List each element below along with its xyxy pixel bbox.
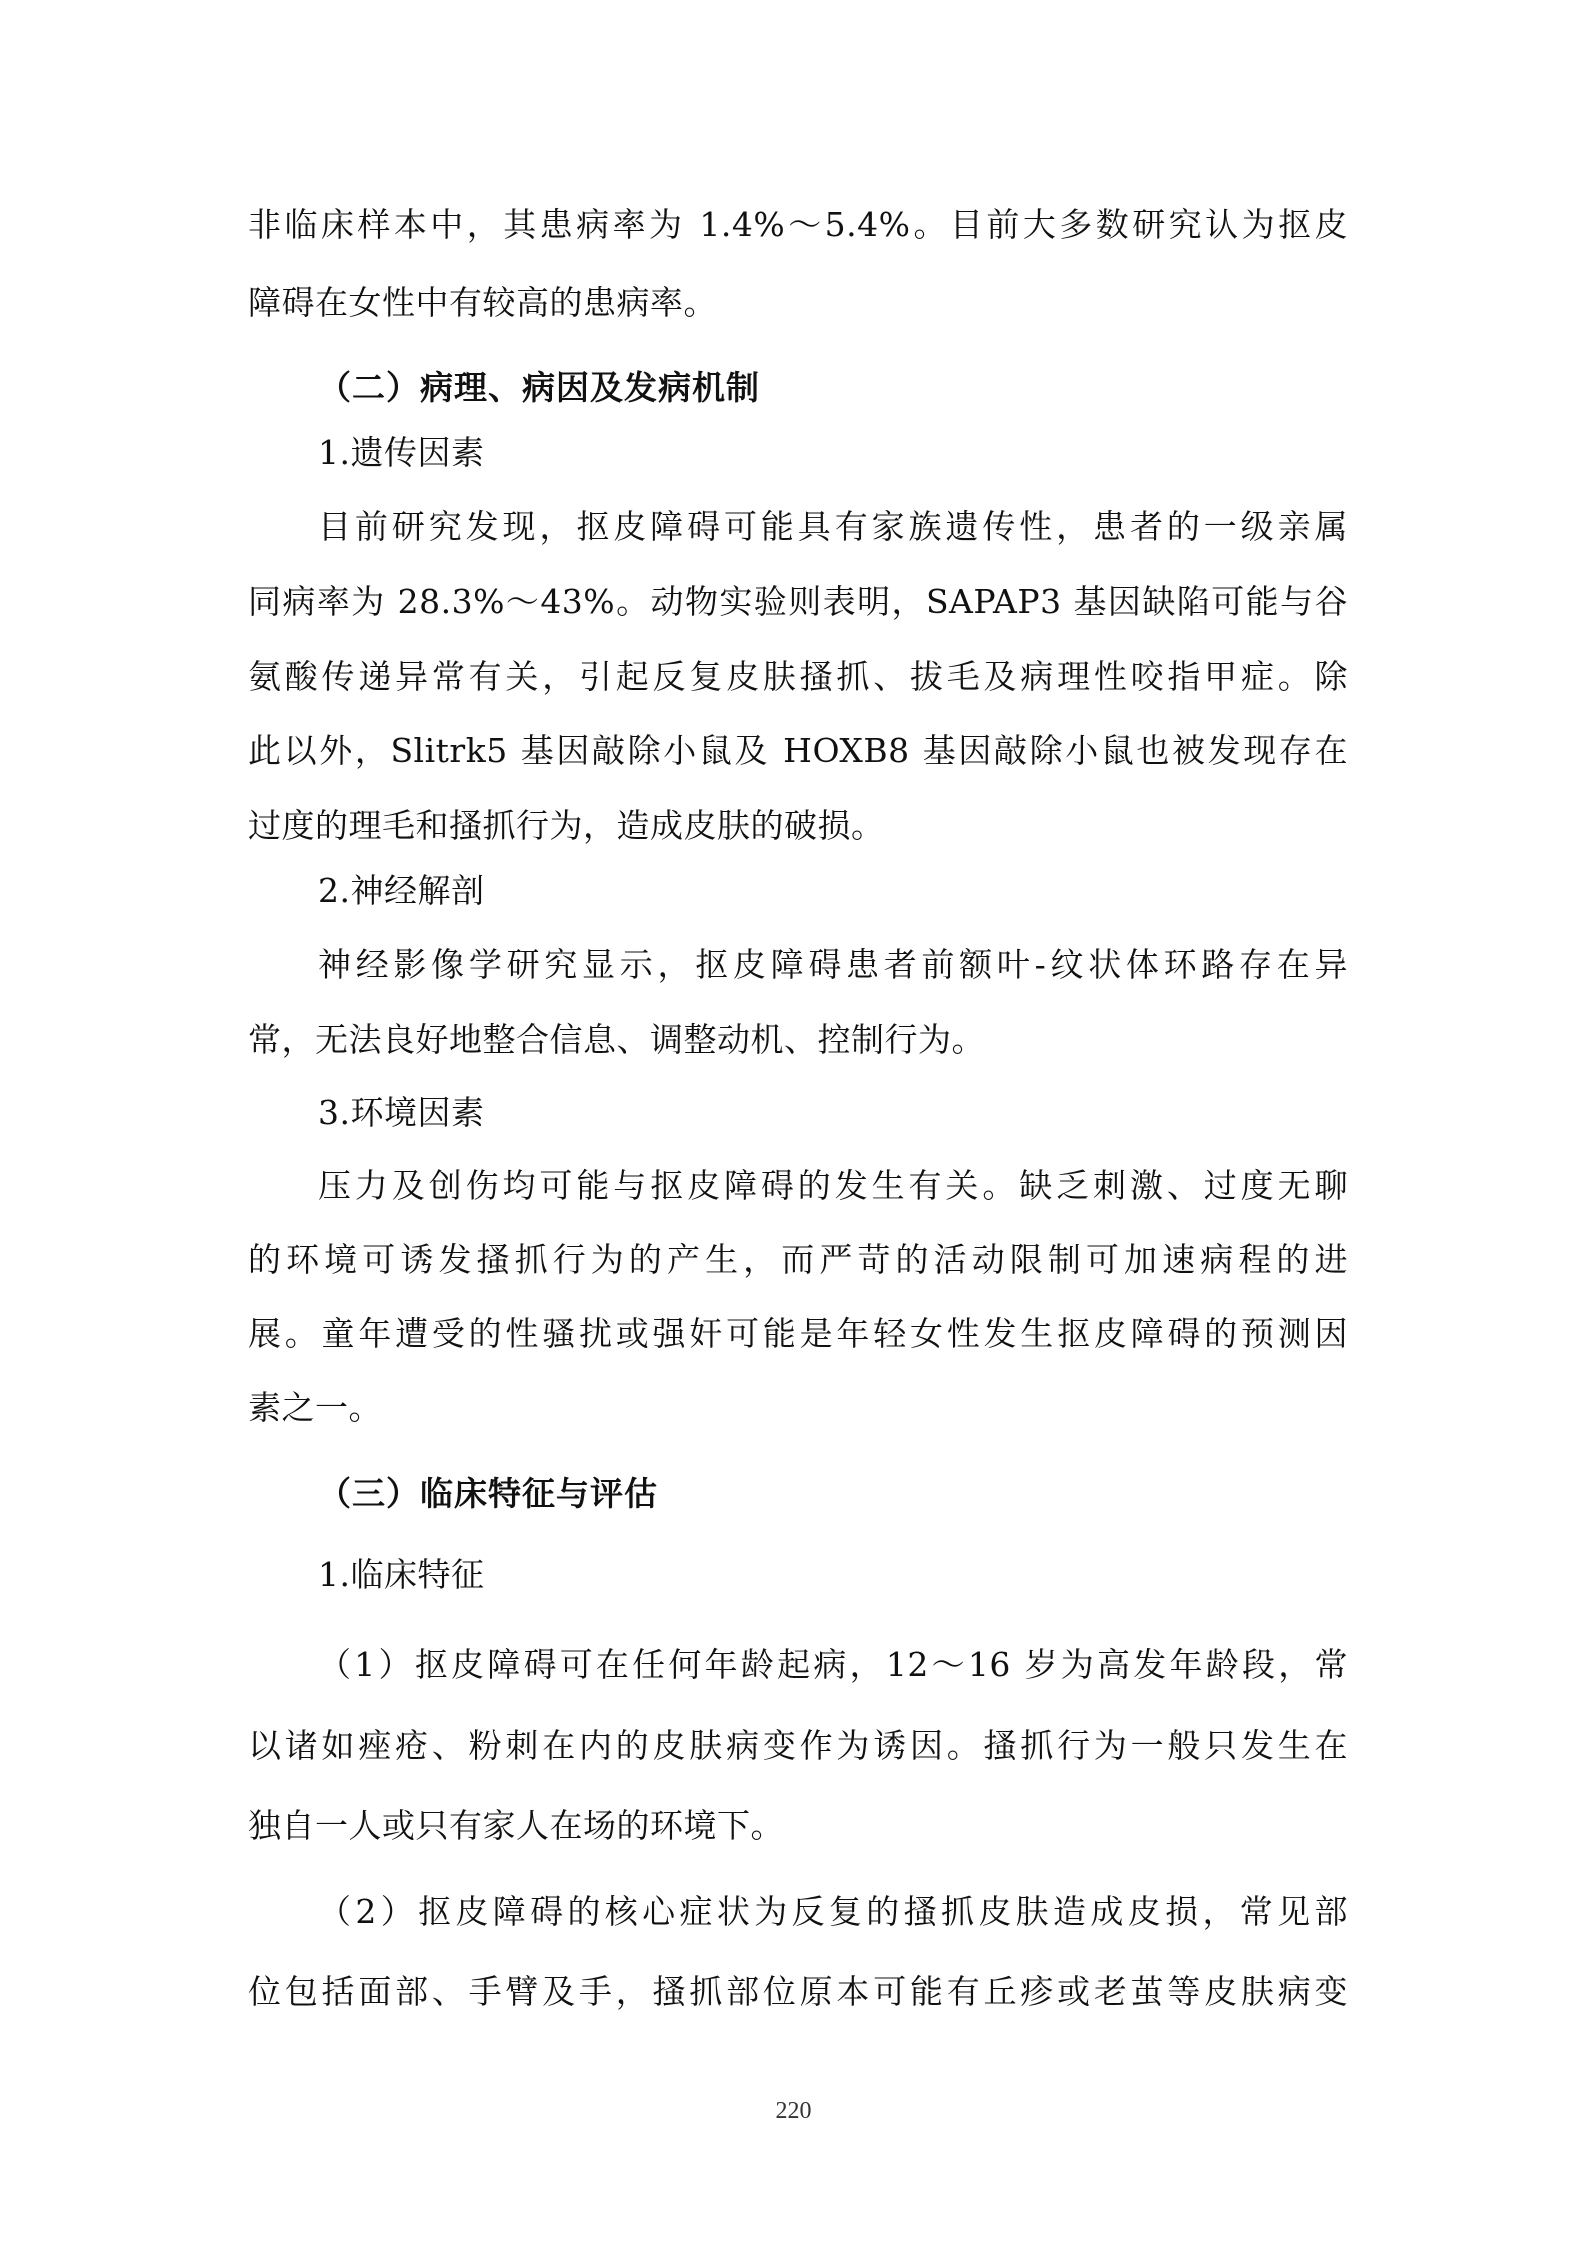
- paragraph-line: 素之一。: [248, 1388, 382, 1427]
- paragraph-line: 非临床样本中，其患病率为 1.4%～5.4%。目前大多数研究认为抠皮: [248, 205, 1348, 244]
- paragraph-line: 障碍在女性中有较高的患病率。: [248, 283, 717, 322]
- paragraph-line: 的环境可诱发搔抓行为的产生，而严苛的活动限制可加速病程的进: [248, 1240, 1348, 1279]
- paragraph-line: 压力及创伤均可能与抠皮障碍的发生有关。缺乏刺激、过度无聊: [318, 1166, 1348, 1205]
- paragraph-line: 过度的理毛和搔抓行为，造成皮肤的破损。: [248, 806, 885, 845]
- paragraph-line: 以诸如痤疮、粉刺在内的皮肤病变作为诱因。搔抓行为一般只发生在: [248, 1726, 1348, 1765]
- paragraph-line: 此以外，Slitrk5 基因敲除小鼠及 HOXB8 基因敲除小鼠也被发现存在: [248, 731, 1348, 770]
- section-heading: （二）病理、病因及发病机制: [318, 368, 760, 407]
- paragraph-line: （1）抠皮障碍可在任何年龄起病，12～16 岁为高发年龄段，常: [318, 1645, 1348, 1684]
- paragraph-line: （2）抠皮障碍的核心症状为反复的搔抓皮肤造成皮损，常见部: [318, 1892, 1348, 1931]
- paragraph-line: 常，无法良好地整合信息、调整动机、控制行为。: [248, 1020, 985, 1059]
- paragraph-line: 独自一人或只有家人在场的环境下。: [248, 1806, 784, 1845]
- paragraph-line: 氨酸传递异常有关，引起反复皮肤搔抓、拔毛及病理性咬指甲症。除: [248, 657, 1348, 696]
- subsection-heading: 2.神经解剖: [318, 871, 485, 910]
- subsection-heading: 1.临床特征: [318, 1555, 485, 1594]
- paragraph-line: 目前研究发现，抠皮障碍可能具有家族遗传性，患者的一级亲属: [318, 507, 1348, 546]
- paragraph-line: 展。童年遭受的性骚扰或强奸可能是年轻女性发生抠皮障碍的预测因: [248, 1314, 1348, 1353]
- subsection-heading: 1.遗传因素: [318, 433, 485, 472]
- paragraph-line: 神经影像学研究显示，抠皮障碍患者前额叶-纹状体环路存在异: [318, 945, 1348, 984]
- page-number: 220: [775, 2098, 812, 2124]
- paragraph-line: 位包括面部、手臂及手，搔抓部位原本可能有丘疹或老茧等皮肤病变: [248, 1972, 1348, 2011]
- paragraph-line: 同病率为 28.3%～43%。动物实验则表明，SAPAP3 基因缺陷可能与谷: [248, 582, 1348, 621]
- section-heading: （三）临床特征与评估: [318, 1474, 658, 1513]
- subsection-heading: 3.环境因素: [318, 1093, 485, 1132]
